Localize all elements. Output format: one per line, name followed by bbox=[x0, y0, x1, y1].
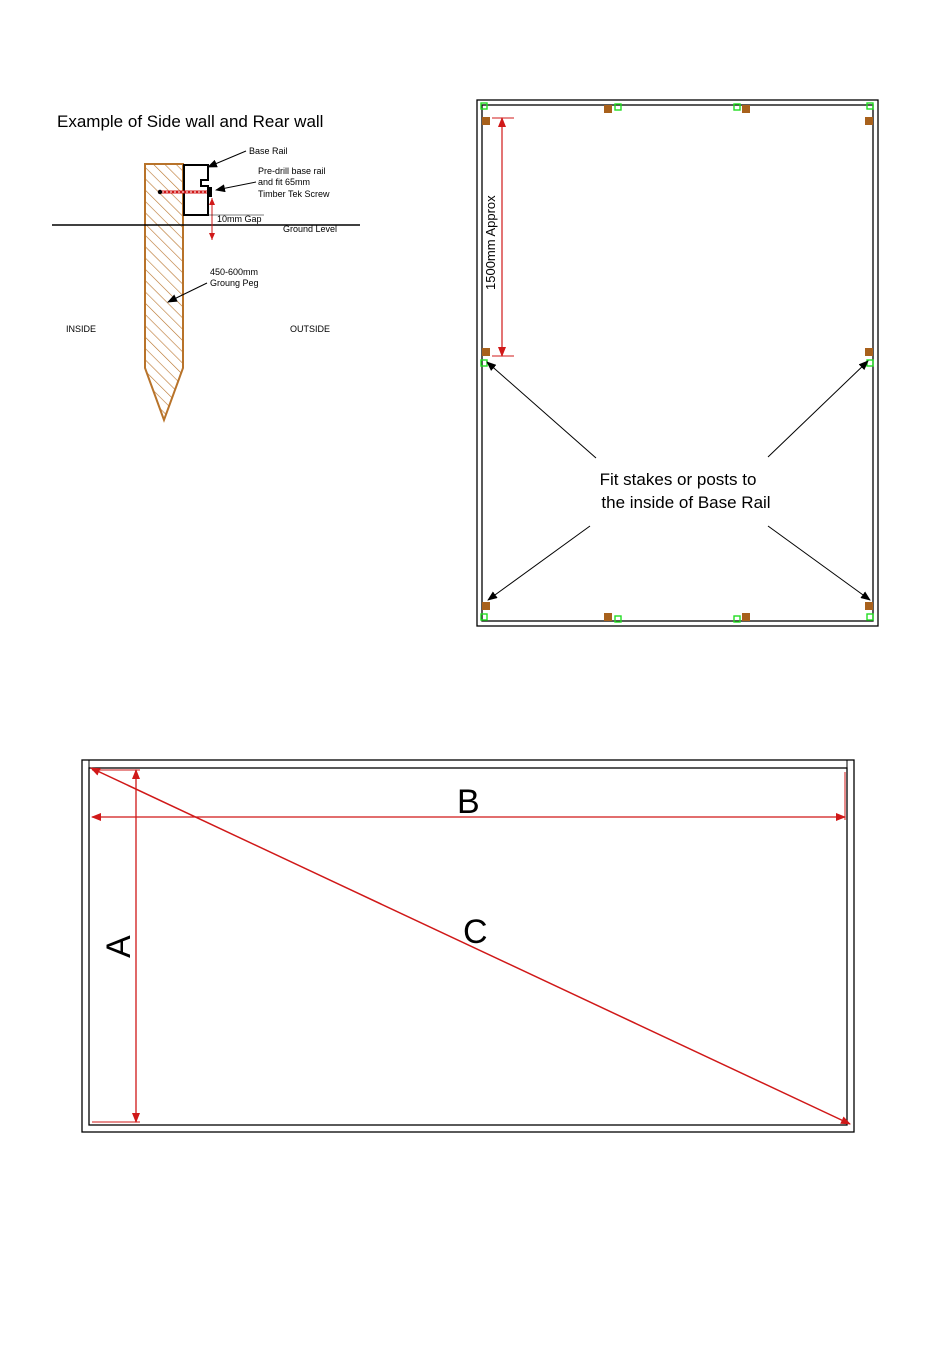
stake bbox=[604, 105, 612, 113]
stake bbox=[604, 613, 612, 621]
predrill-label-3: Timber Tek Screw bbox=[258, 189, 330, 199]
dimension-label: 1500mm Approx bbox=[483, 195, 498, 290]
plan-view-diagram bbox=[477, 100, 878, 626]
plan-outer-frame bbox=[477, 100, 878, 626]
ground-peg bbox=[145, 164, 183, 420]
outside-label: OUTSIDE bbox=[290, 324, 331, 334]
peg-label-2: Groung Peg bbox=[210, 278, 259, 288]
predrill-label-2: and fit 65mm bbox=[258, 177, 311, 187]
stake bbox=[865, 117, 873, 125]
ground-level-label: Ground Level bbox=[283, 224, 338, 234]
diagonal-diagram bbox=[82, 760, 854, 1132]
pointer-arrow-bottom-left bbox=[488, 526, 590, 600]
stake bbox=[482, 602, 490, 610]
pointer-arrow-top-left bbox=[487, 362, 596, 458]
plan-note-line-1: Fit stakes or posts to bbox=[599, 470, 757, 489]
base-rail-leader bbox=[208, 151, 246, 167]
stake bbox=[865, 602, 873, 610]
predrill-label-1: Pre-drill base rail bbox=[258, 166, 326, 176]
label-b: B bbox=[457, 783, 480, 821]
stake bbox=[482, 117, 490, 125]
base-rail-profile bbox=[184, 165, 208, 215]
stake bbox=[742, 105, 750, 113]
stake bbox=[865, 348, 873, 356]
pointer-arrow-top-right bbox=[768, 361, 868, 457]
label-c: C bbox=[463, 913, 488, 951]
stake bbox=[482, 348, 490, 356]
plan-inner-frame bbox=[482, 105, 873, 621]
side-wall-title: Example of Side wall and Rear wall bbox=[57, 112, 324, 131]
base-rail-label: Base Rail bbox=[249, 146, 288, 156]
gap-label: 10mm Gap bbox=[217, 214, 262, 224]
pointer-arrow-bottom-right bbox=[768, 526, 870, 600]
bracket bbox=[867, 614, 873, 620]
plan-note-line-2: the inside of Base Rail bbox=[601, 493, 771, 512]
side-wall-diagram bbox=[52, 112, 360, 420]
brackets bbox=[481, 103, 873, 622]
bracket bbox=[867, 103, 873, 109]
stake bbox=[742, 613, 750, 621]
screw-leader bbox=[216, 182, 256, 190]
label-a: A bbox=[100, 935, 138, 958]
inside-label: INSIDE bbox=[66, 324, 97, 334]
peg-label-1: 450-600mm bbox=[210, 267, 259, 277]
stakes bbox=[482, 105, 873, 621]
